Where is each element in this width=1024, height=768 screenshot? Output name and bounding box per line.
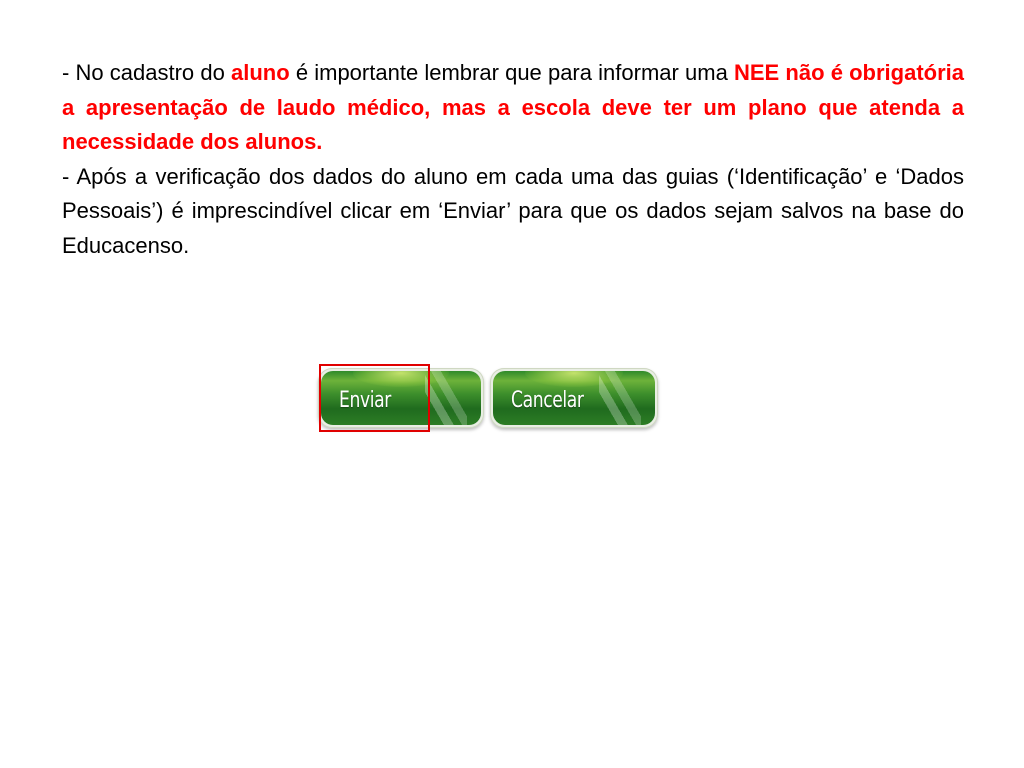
paragraph-nee-intro: - No cadastro do: [62, 60, 231, 85]
submit-button[interactable]: [318, 368, 484, 428]
submit-button-label: Enviar: [339, 388, 391, 413]
emphasis-nee-rule: NEE não é obrigatória a apresentação de laudo médico, mas a escola deve ter um plano que atenda a necessidade dos alunos.: [62, 60, 964, 154]
cancel-button-label: Cancelar: [511, 388, 584, 413]
paragraph-nee: [62, 56, 964, 160]
instruction-text: [62, 56, 964, 263]
cancel-button[interactable]: [490, 368, 658, 428]
paragraph-nee-middle: é importante lembrar que para informar uma: [289, 60, 734, 85]
submit-button-face: [321, 371, 481, 425]
cancel-button-face: [493, 371, 655, 425]
emphasis-aluno: aluno: [230, 60, 290, 85]
paragraph-submit-instruction: - Após a verificação dos dados do aluno em cada uma das guias (‘Identificação’ e ‘Dados Pessoais’) é imprescindível clicar em ‘Enviar’ para que os dados sejam salvos na base do Educacenso.: [62, 163, 964, 258]
form-buttons: [318, 364, 663, 436]
